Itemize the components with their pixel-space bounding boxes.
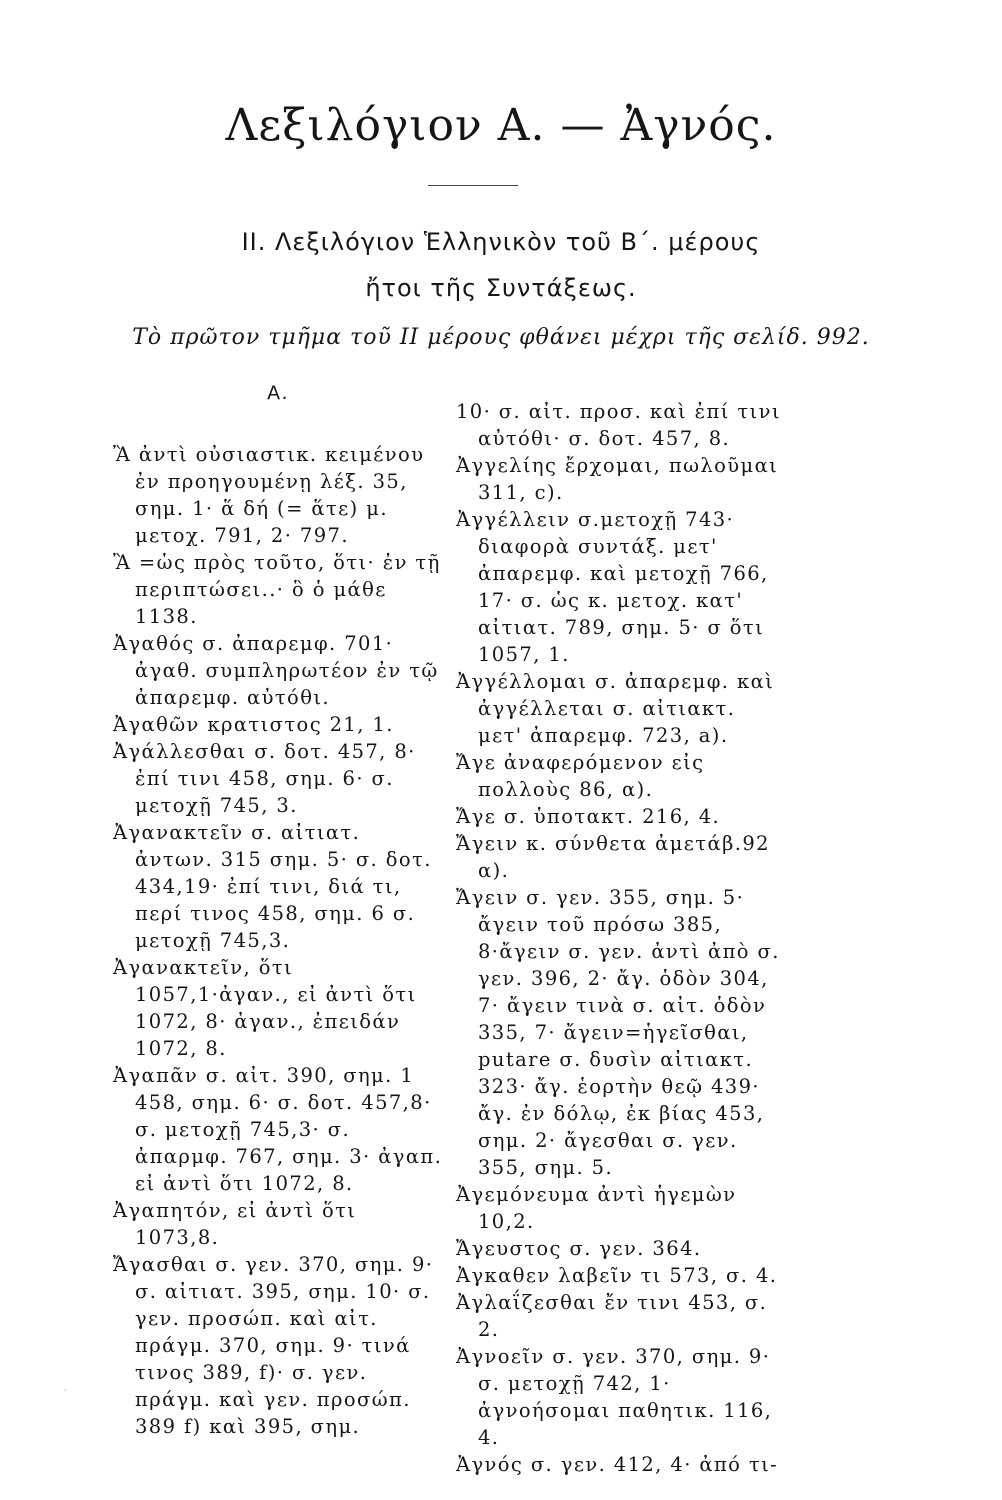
- margin-speck: ·: [64, 1386, 67, 1395]
- lexicon-entry: Ἄγε σ. ὑποτακτ. 216, 4.: [456, 805, 721, 828]
- section-subheading: ἤτοι τῆς Συντάξεως.: [365, 274, 637, 302]
- lexicon-entry: Ἀγανακτεῖν σ. αἰτιατ. ἀντων. 315 σημ. 5· σ. δοτ. 434,19· ἐπί τινι, διά τι, περί τινος 458, σημ. 6 σ. μετοχῇ 745,3.: [113, 821, 432, 952]
- lexicon-entry: Ἀγαθός σ. ἀπαρεμφ. 701· ἀγαθ. συμπληρωτέον ἐν τῷ ἀπαρεμφ. αὐτόθι.: [113, 632, 439, 709]
- section-heading: II. Λεξιλόγιον Ἑλληνικὸν τοῦ Β΄. μέρους: [241, 228, 761, 256]
- lexicon-entry: Ἄγευστος σ. γεν. 364.: [456, 1237, 702, 1260]
- lexicon-entry: Ἄγειν σ. γεν. 355, σημ. 5· ἄγειν τοῦ πρόσω 385, 8·ἄγειν σ. γεν. ἀντὶ ἀπὸ σ. γεν. 396, 2· ἄγ. ὁδὸν 304, 7· ἄγειν τινὰ σ. αἰτ. ὁδὸν 335, 7· ἄγειν=ἡγεῖσθαι, putare σ. δυσὶν αἰτιακτ. 323· ἄγ. ἑορτὴν θεῷ 439· ἄγ. ἐν δόλῳ, ἐκ βίας 453, σημ. 2· ἄγεσθαι σ. γεν. 355, σημ. 5.: [456, 886, 780, 1179]
- lexicon-entry: Ἀγαπᾶν σ. αἰτ. 390, σημ. 1 458, σημ. 6· σ. δοτ. 457,8· σ. μετοχῇ 745,3· σ. ἀπαρμφ. 767, σημ. 3· ἀγαπ. εἰ ἀντὶ ὅτι 1072, 8.: [113, 1064, 443, 1195]
- lexicon-entry: Ἀγλαΐζεσθαι ἔν τινι 453, σ. 2.: [456, 1291, 768, 1341]
- lexicon-entry: Ἀγαθῶν κρατιστος 21, 1.: [113, 713, 394, 736]
- lexicon-entry: Ἀγάλλεσθαι σ. δοτ. 457, 8· ἐπί τινι 458, σημ. 6· σ. μετοχῇ 745, 3.: [113, 740, 416, 817]
- lexicon-entry: Ἄγε ἀναφερόμενον εἰς πολλοὺς 86, α).: [456, 751, 705, 801]
- right-column: [456, 398, 786, 1478]
- lexicon-entry: Ἀγγέλλομαι σ. ἀπαρεμφ. καὶ ἀγγέλλεται σ. αἰτιακτ. μετ' ἀπαρεμφ. 723, a).: [456, 670, 775, 747]
- letter-heading: Α.: [267, 382, 289, 404]
- lexicon-entry: Ἀγγελίης ἔρχομαι, πωλοῦμαι 311, c).: [456, 454, 779, 504]
- lexicon-entry: Ἀγανακτεῖν, ὅτι 1057,1·ἀγαν., εἰ ἀντὶ ὅτι 1072, 8· ἀγαν., ἐπειδάν 1072, 8.: [113, 956, 417, 1060]
- lexicon-entry: Ἀγγέλλειν σ.μετοχῇ 743· διαφορὰ συντάξ. μετ' ἀπαρεμφ. καὶ μετοχῇ 766, 17· σ. ὡς κ. μετοχ. κατ' αἰτιατ. 789, σημ. 5· σ ὅτι 1057, 1.: [456, 508, 769, 666]
- title-divider: [428, 185, 518, 186]
- lexicon-entry: Ἀγνός σ. γεν. 412, 4· ἀπό τι-: [456, 1453, 779, 1476]
- lexicon-entry: Ἂ ἀντὶ οὐσιαστικ. κειμένου ἐν προηγουμένῃ λέξ. 35, σημ. 1· ἅ δή (= ἅτε) μ. μετοχ. 791, 2· 797.: [113, 443, 425, 547]
- lexicon-entry: Ἀγεμόνευμα ἀντὶ ἡγεμὼν 10,2.: [456, 1183, 737, 1233]
- lexicon-entry: Ἀγαπητόν, εἰ ἀντὶ ὅτι 1073,8.: [113, 1199, 357, 1249]
- lexicon-entry: Ἀγνοεῖν σ. γεν. 370, σημ. 9· σ. μετοχῇ 742, 1· ἀγνοήσομαι παθητικ. 116, 4.: [456, 1345, 773, 1449]
- lexicon-entry-continued: 10· σ. αἰτ. προσ. καὶ ἐπί τινι αὐτόθι· σ. δοτ. 457, 8.: [456, 400, 781, 450]
- lexicon-entry: Ἀγκαθεν λαβεῖν τι 573, σ. 4.: [456, 1264, 778, 1287]
- lexicon-entry: Ἄγασθαι σ. γεν. 370, σημ. 9· σ. αἰτιατ. 395, σημ. 10· σ. γεν. προσώπ. καὶ αἰτ. πράγμ. 370, σημ. 9· τινά τινος 389, f)· σ. γεν. πράγμ. καὶ γεν. προσώπ. 389 f) καὶ 395, σημ.: [113, 1253, 434, 1438]
- lexicon-entry: Ἄγειν κ. σύνθετα ἀμετάβ.92 α).: [456, 832, 770, 882]
- section-note: Τὸ πρῶτον τμῆμα τοῦ II μέρους φθάνει μέχρι τῆς σελίδ. 992.: [132, 325, 870, 350]
- left-column: [113, 380, 443, 1440]
- lexicon-entry: Ἂ =ὡς πρὸς τοῦτο, ὅτι· ἐν τῇ περιπτώσει..· ὃ ὁ μάθε 1138.: [113, 551, 441, 628]
- page-title: Λεξιλόγιον Α. — Ἀγνός.: [225, 100, 777, 151]
